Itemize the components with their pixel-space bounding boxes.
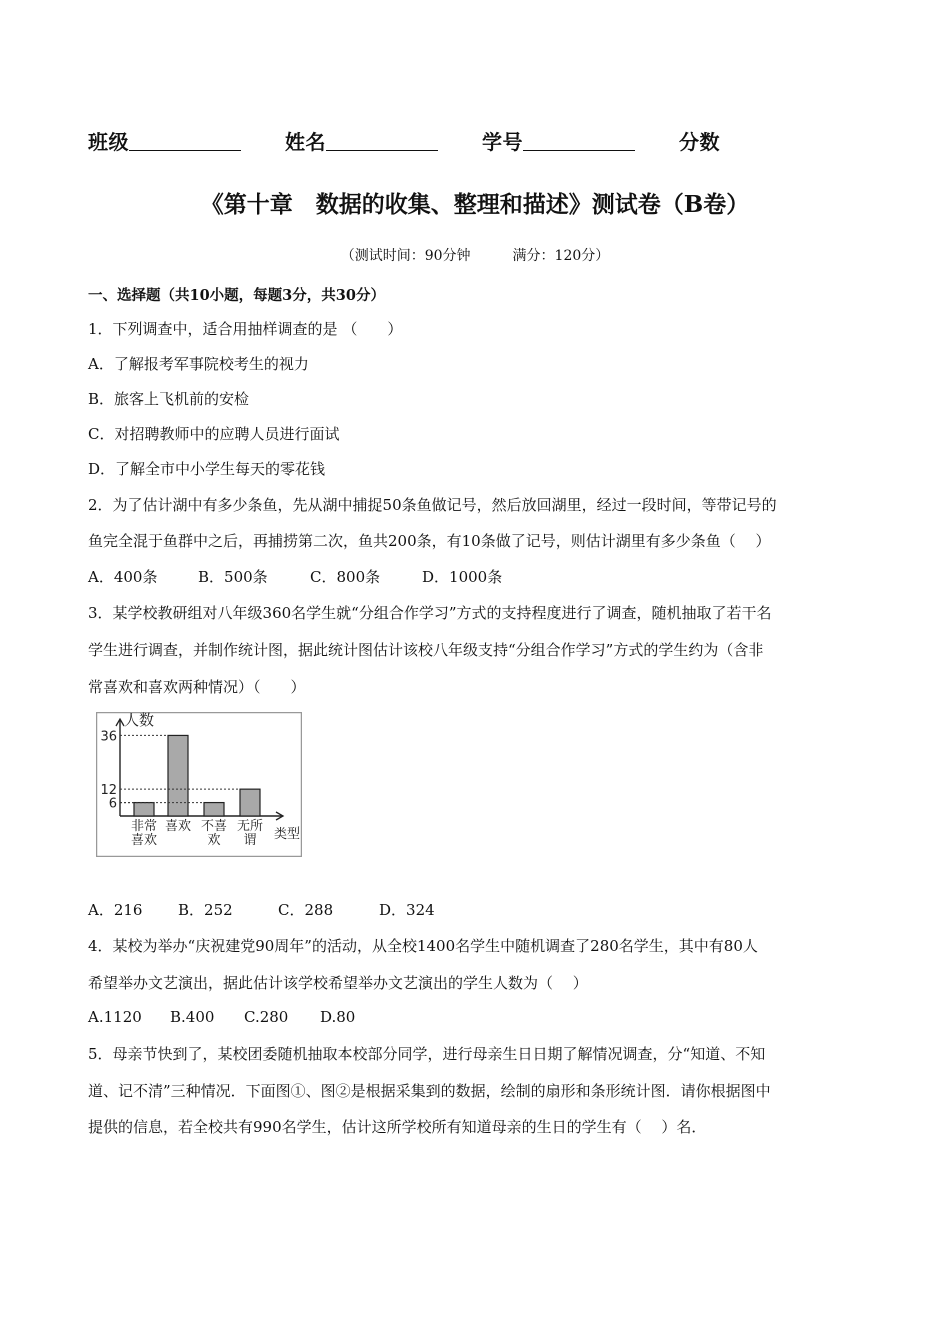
q2-line-1: 2．为了估计湖中有多少条鱼，先从湖中捕捉50条鱼做记号，然后放回湖里，经过一段时间，等带记号的 <box>88 496 777 514</box>
q5-line-1: 5．母亲节快到了，某校团委随机抽取本校部分同学，进行母亲生日日期了解情况调查，分“知道、不知 <box>88 1045 766 1063</box>
q2-options <box>88 566 502 587</box>
q4-line-1: 4．某校为举办“庆祝建党90周年”的活动，从全校1400名学生中随机调查了280名学生，其中有80人 <box>88 937 758 955</box>
category-label-3: 欢 <box>207 833 221 848</box>
name-label: 姓名 <box>285 130 326 154</box>
q3-line-1: 3．某学校教研组对八年级360名学生就“分组合作学习”方式的支持程度进行了调查，随机抽取了若干名 <box>88 604 772 622</box>
page-title: 《第十章 数据的收集、整理和描述》测试卷（B卷） <box>200 191 750 218</box>
q5-line-3: 提供的信息，若全校共有990名学生，估计这所学校所有知道母亲的生日的学生有（ ）名． <box>88 1118 707 1136</box>
q4-option-b: B.400 <box>170 1008 215 1026</box>
q2-option-a: A．400条 <box>88 568 158 586</box>
chart-frame <box>97 713 302 857</box>
q4-line-2: 希望举办文艺演出，据此估计该学校希望举办文艺演出的学生人数为（ ） <box>88 974 588 992</box>
q1-option-a: A．了解报考军事院校考生的视力 <box>88 355 309 373</box>
q1-stem: 1．下列调查中，适合用抽样调查的是 （ ） <box>88 320 403 338</box>
bar-4 <box>240 789 260 816</box>
q3-option-a: A．216 <box>88 901 143 919</box>
q1-option-d: D．了解全市中小学生每天的零花钱 <box>88 460 326 478</box>
name-blank <box>326 130 438 151</box>
bar-chart-svg <box>96 712 302 857</box>
q4-option-c: C.280 <box>244 1008 289 1026</box>
id-label: 学号 <box>482 130 523 154</box>
category-label-4: 谓 <box>243 833 257 848</box>
category-label-1: 喜欢 <box>130 833 158 848</box>
q2-option-c: C．800条 <box>310 568 381 586</box>
q2-option-b: B．500条 <box>198 568 268 586</box>
y-tick-label: 36 <box>100 729 117 745</box>
q4-option-a: A.1120 <box>88 1008 142 1026</box>
q3-option-d: D．324 <box>379 901 435 919</box>
bar-3 <box>204 803 224 816</box>
section-heading: 一、选择题（共10小题，每题3分，共30分） <box>88 287 385 304</box>
bar-2 <box>168 735 188 816</box>
y-tick-label: 6 <box>108 796 117 812</box>
q1-option-b: B．旅客上飞机前的安检 <box>88 390 250 408</box>
x-axis-label: 类型 <box>274 827 301 842</box>
q2-line-2: 鱼完全混于鱼群中之后，再捕捞第二次，鱼共200条，有10条做了记号，则估计湖里有多少条鱼（ ） <box>88 532 771 550</box>
q3-line-2: 学生进行调查，并制作统计图，据此统计图估计该校八年级支持“分组合作学习”方式的学生约为（含非 <box>88 641 764 659</box>
category-label-4: 无所 <box>236 819 264 834</box>
bar-1 <box>134 803 154 816</box>
class-blank <box>129 130 241 151</box>
q5-line-2: 道、记不清”三种情况．下面图①、图②是根据采集到的数据，绘制的扇形和条形统计图．请你根据图中 <box>88 1082 771 1100</box>
q1-option-c: C．对招聘教师中的应聘人员进行面试 <box>88 425 340 443</box>
q4-option-d: D.80 <box>320 1008 356 1026</box>
class-label: 班级 <box>88 130 129 154</box>
test-info: （测试时间：90分钟 满分：120分） <box>340 248 610 264</box>
bar-chart <box>96 712 302 857</box>
q2-option-d: D．1000条 <box>422 568 503 586</box>
category-label-2: 喜欢 <box>164 819 192 834</box>
id-blank <box>523 130 635 151</box>
score-label: 分数 <box>679 130 720 154</box>
category-label-1: 非常 <box>130 819 158 834</box>
header-fields <box>88 126 720 155</box>
y-tick-label: 12 <box>100 783 117 799</box>
q3-option-b: B．252 <box>178 901 233 919</box>
q3-line-3: 常喜欢和喜欢两种情况）（ ） <box>88 678 306 696</box>
y-axis-label: 人数 <box>124 712 155 729</box>
q3-option-c: C．288 <box>278 901 334 919</box>
q4-options <box>88 1008 355 1026</box>
q3-options <box>88 899 435 920</box>
category-label-3: 不喜 <box>200 819 228 834</box>
